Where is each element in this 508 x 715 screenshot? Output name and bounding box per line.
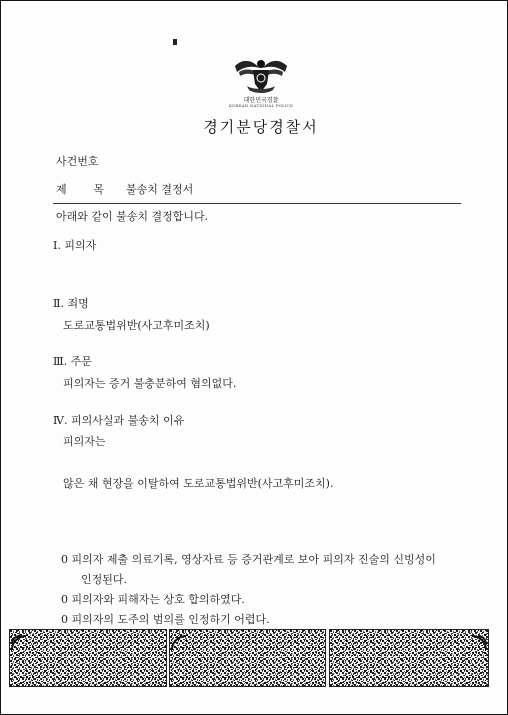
section-3-numeral: Ⅲ. <box>53 355 68 368</box>
redaction-block-middle <box>169 629 326 687</box>
section-2-heading <box>53 295 89 311</box>
subject-label-left: 제 <box>56 183 67 196</box>
reason-text: 피의자의 도주의 범의를 인정하기 어렵다. <box>71 613 270 626</box>
section-4-body: 피의자는 <box>63 435 106 448</box>
police-emblem-icon <box>233 56 289 96</box>
reason-marker: 0 <box>61 593 68 606</box>
reason-item-3 <box>61 611 270 627</box>
reason-text: 피의자 제출 의료기록, 영상자료 등 증거관계로 보아 피의자 진술의 신빙성이 <box>71 553 436 566</box>
reason-text: 피의자와 피해자는 상호 합의하였다. <box>71 593 245 606</box>
redaction-block-right <box>329 629 489 687</box>
subject-label <box>56 181 104 197</box>
section-4-numeral: Ⅳ. <box>53 414 68 427</box>
header-divider <box>53 203 461 204</box>
reason-marker: 0 <box>61 553 68 566</box>
section-1-heading <box>53 237 96 253</box>
police-emblem-caption-en: KOREAN NATIONAL POLICE <box>228 103 294 108</box>
section-4-heading <box>53 412 184 428</box>
case-number-label: 사건번호 <box>56 155 99 168</box>
reason-item-1-cont <box>81 571 127 587</box>
intro-text: 아래와 같이 불송치 결정합니다. <box>56 210 209 223</box>
subject-value: 불송치 결정서 <box>126 183 194 196</box>
fact-line: 않은 채 현장을 이탈하여 도로교통법위반(사고후미조치). <box>63 477 334 490</box>
reason-text: 인정된다. <box>81 573 128 586</box>
section-3-heading <box>53 353 92 369</box>
section-4-title: 피의사실과 불송치 이유 <box>71 414 185 427</box>
subject-label-right: 목 <box>93 183 104 196</box>
section-1-numeral: Ⅰ. <box>53 239 61 252</box>
section-2-numeral: Ⅱ. <box>53 297 64 310</box>
section-2-body: 도로교통법위반(사고후미조치) <box>63 319 210 332</box>
reason-item-1 <box>61 551 436 567</box>
redaction-block-left <box>9 629 167 687</box>
scan-speck <box>173 39 177 45</box>
section-1-title: 피의자 <box>64 239 97 252</box>
police-emblem-caption-ko: 대한민국경찰 <box>243 97 279 104</box>
section-3-title: 주문 <box>70 355 92 368</box>
section-3-body: 피의자는 증거 불충분하여 혐의없다. <box>63 377 237 390</box>
section-2-title: 죄명 <box>67 297 89 310</box>
org-name-heading: 경기분당경찰서 <box>203 118 319 136</box>
reason-marker: 0 <box>61 613 68 626</box>
reason-item-2 <box>61 591 245 607</box>
